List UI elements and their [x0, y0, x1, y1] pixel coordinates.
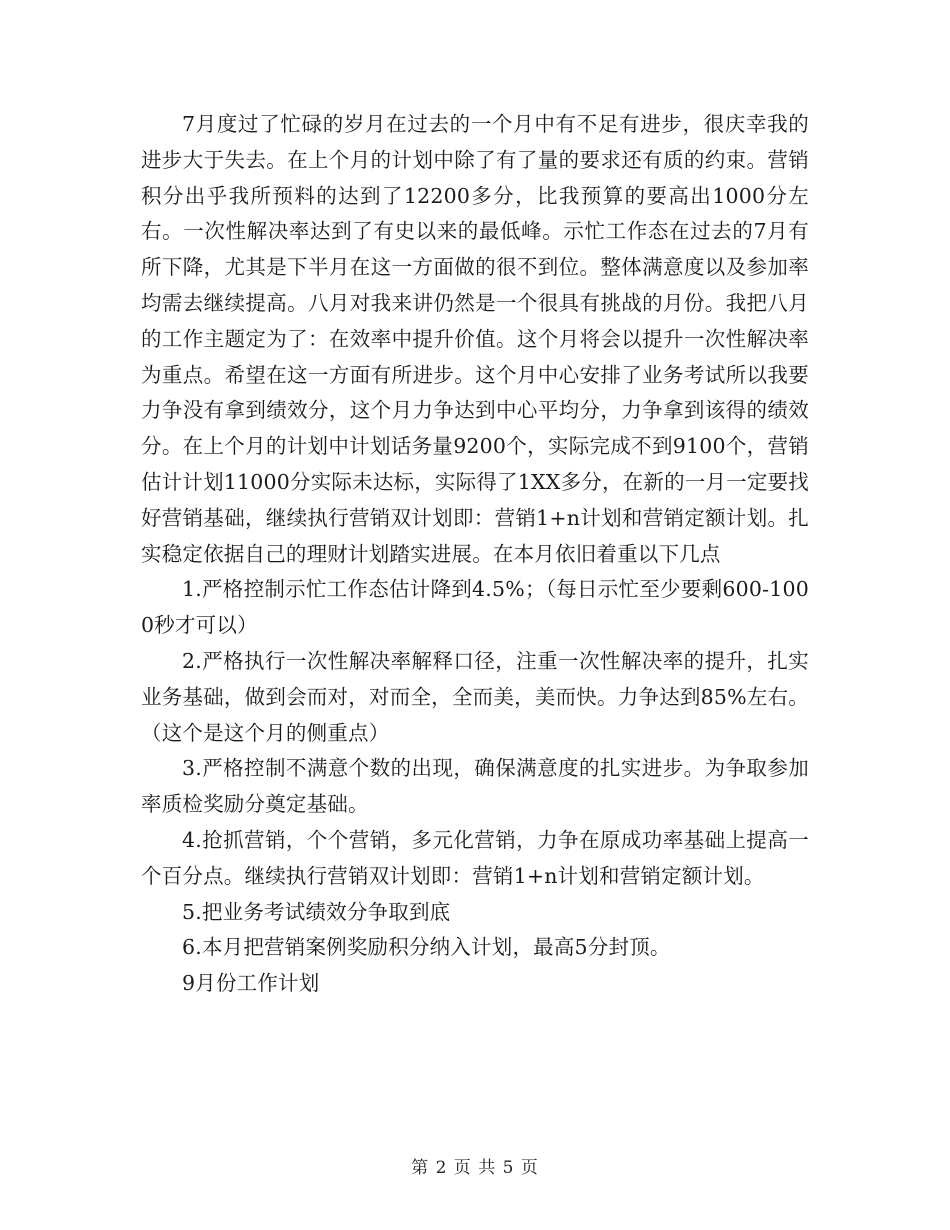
list-item-3: 3.严格控制不满意个数的出现，确保满意度的扎实进步。为争取参加率质检奖励分奠定基础。 — [141, 756, 809, 817]
list-item-6: 6.本月把营销案例奖励积分纳入计划，最高5分封顶。 — [182, 935, 671, 960]
page-number-footer: 第 2 页 共 5 页 — [411, 1158, 539, 1178]
document-body — [141, 107, 809, 1002]
list-item-4: 4.抢抓营销，个个营销，多元化营销，力争在原成功率基础上提高一个百分点。继续执行营销双计划即：营销1+n计划和营销定额计划。 — [141, 827, 809, 888]
list-item-1: 1.严格控制示忙工作态估计降到4.5%；（每日示忙至少要剩600-1000秒才可以） — [141, 577, 809, 638]
list-item-5: 5.把业务考试绩效分争取到底 — [182, 899, 451, 924]
list-item-2: 2.严格执行一次性解决率解释口径，注重一次性解决率的提升，扎实业务基础，做到会而对，对而全，全而美，美而快。力争达到85%左右。（这个是这个月的侧重点） — [141, 648, 809, 745]
section-heading-september: 9月份工作计划 — [182, 971, 320, 996]
paragraph-summary: 7月度过了忙碌的岁月在过去的一个月中有不足有进步，很庆幸我的进步大于失去。在上个月的计划中除了有了量的要求还有质的约束。营销积分出乎我所预料的达到了12200多分，比我预算的要高出1000分左右。一次性解决率达到了有史以来的最低峰。示忙工作态在过去的7月有所下降，尤其是下半月在这一方面做的很不到位。整体满意度以及参加率均需去继续提高。八月对我来讲仍然是一个很具有挑战的月份。我把八月的工作主题定为了：在效率中提升价值。这个月将会以提升一次性解决率为重点。希望在这一方面有所进步。这个月中心安排了业务考试所以我要力争没有拿到绩效分，这个月力争达到中心平均分，力争拿到该得的绩效分。在上个月的计划中计划话务量9200个，实际完成不到9100个，营销估计计划11000分实际未达标，实际得了1XX多分，在新的一月一定要找好营销基础，继续执行营销双计划即：营销1+n计划和营销定额计划。扎实稳定依据自己的理财计划踏实进展。在本月依旧着重以下几点 — [141, 112, 809, 566]
